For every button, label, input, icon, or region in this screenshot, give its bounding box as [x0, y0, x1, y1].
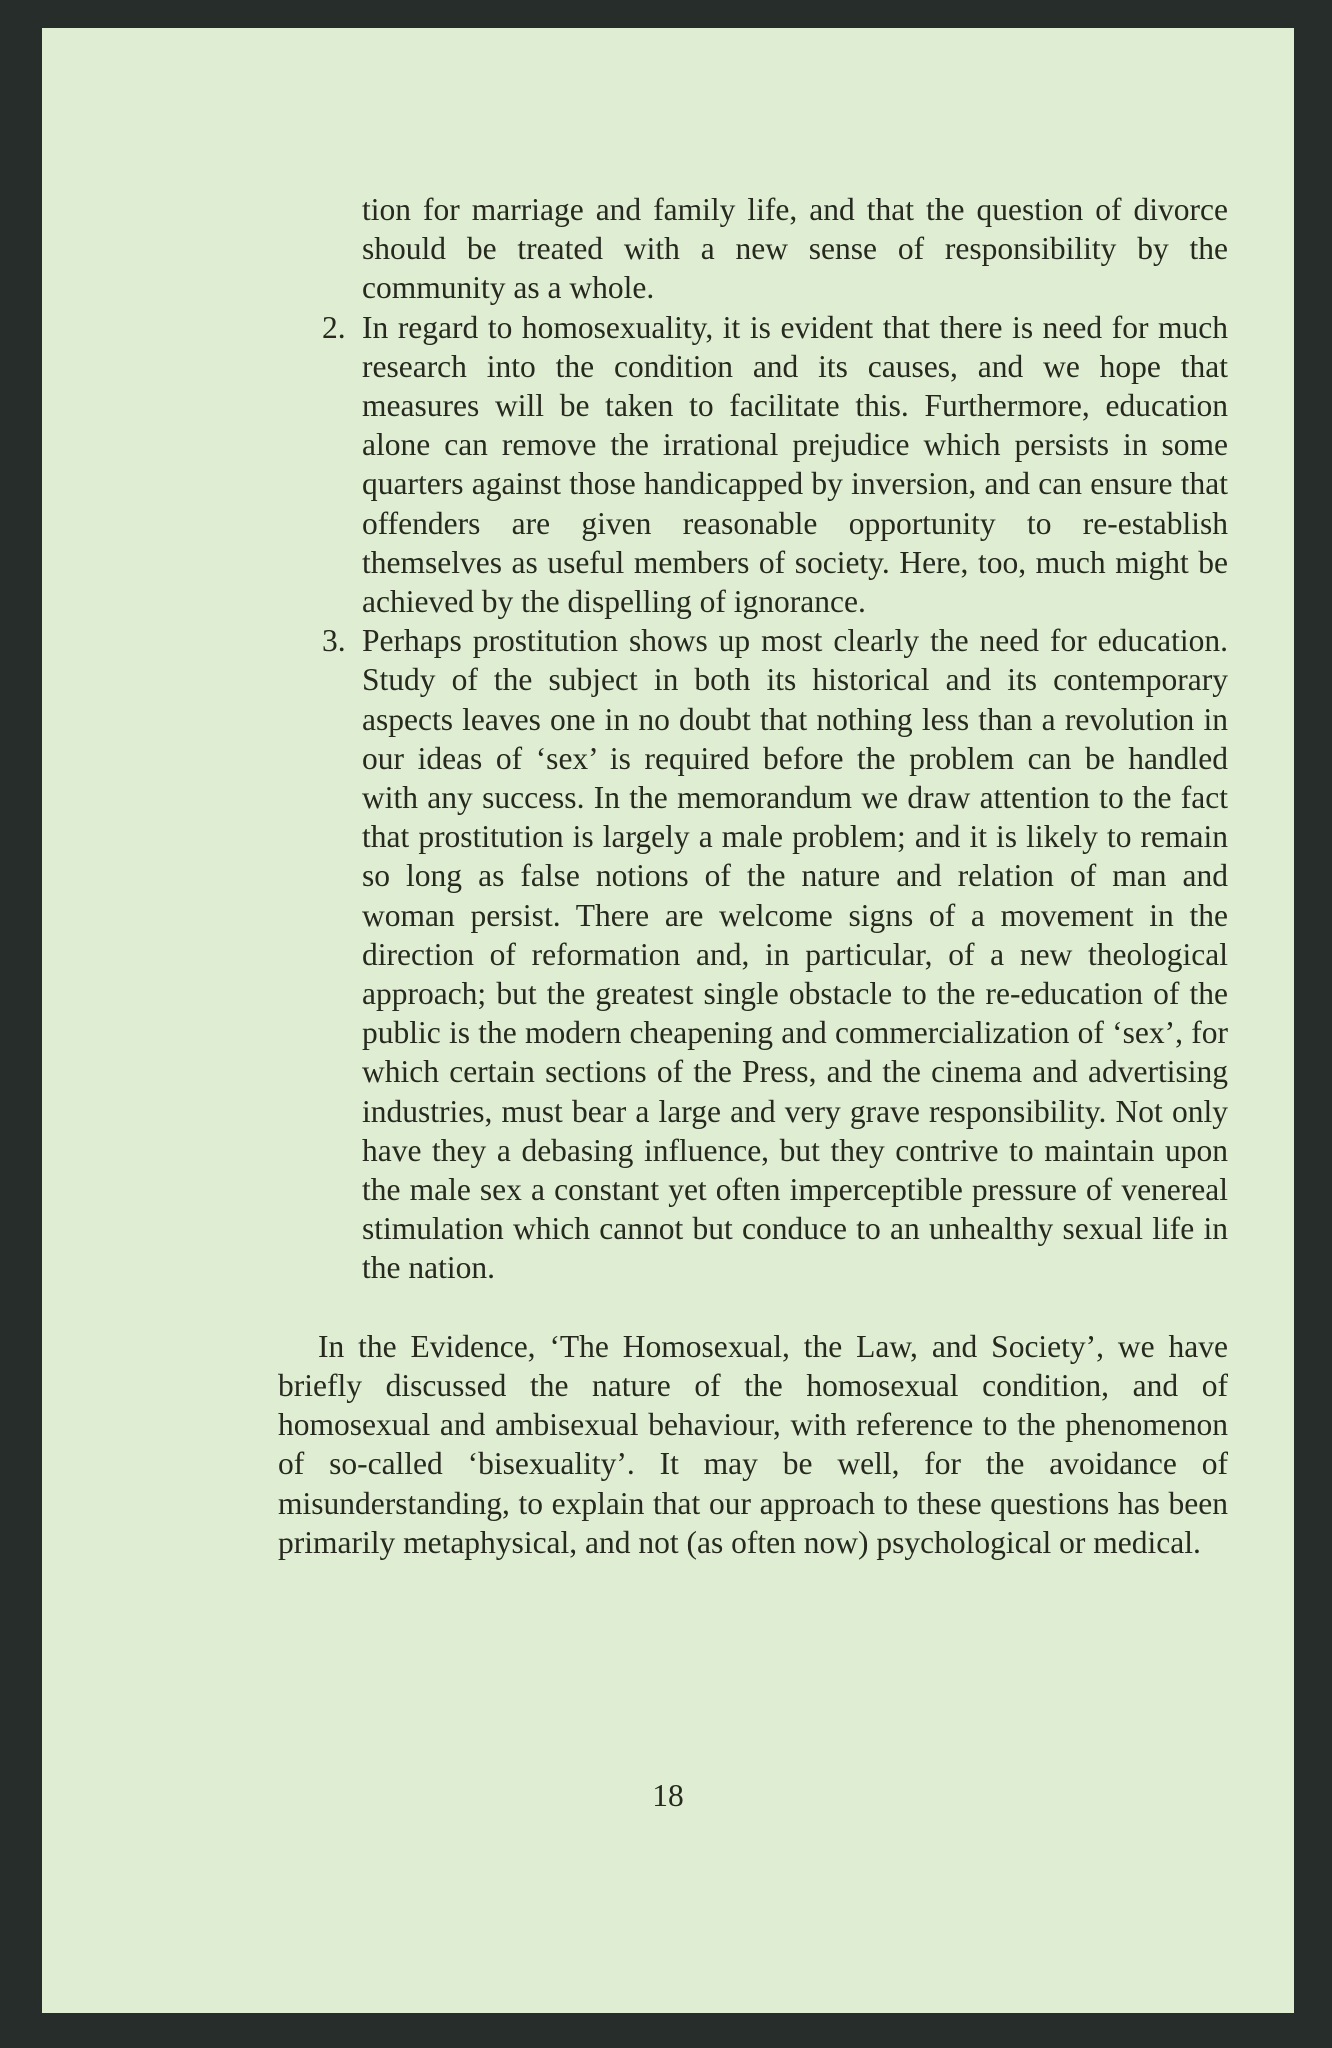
list-item-number: 3. [322, 623, 346, 659]
continued-item-text: tion for marriage and family life, and that the question of divorce should be treated with a new sense of responsibility by the community as a whole. [362, 192, 1228, 306]
body-paragraph: In the Evidence, ‘The Homosexual, the Law, and Society’, we have briefly discussed the nature of the homosexual condition, and of homosexual and ambisexual behaviour, with reference to the phenomenon of so-called ‘bisexuality’. It may be well, for the avoidance of misunderstanding, to explain that our approach to these questions has been primarily metaphysical, and not (as often now) psychological or medical. [278, 1328, 1228, 1560]
list-item-text: Perhaps prostitution shows up most clearly the need for education. Study of the subject in both its historical and its contemporary aspects leaves one in no doubt that nothing less than a revolution in our ideas of ‘sex’ is required before the problem can be handled with any success. In the memorandum we draw attention to the fact that prostitution is largely a male problem; and it is likely to remain so long as false notions of the nature and relation of man and woman persist. There are welcome signs of a movement in the direction of reformation and, in particular, of a new theological approach; but the greatest single obstacle to the re-education of the public is the modern cheapening and commercialization of ‘sex’, for which certain sections of the Press, and the cinema and advertising industries, must bear a large and very grave responsibility. Not only have they a debasing influence, but they contrive to maintain upon the male sex a constant yet often imperceptible pressure of venereal stimulation which cannot but conduce to an unhealthy sexual life in the nation. [362, 623, 1228, 1286]
list-item [278, 308, 1228, 622]
list-item-text: In regard to homosexuality, it is evident that there is need for much research into the condition and its causes, and we hope that measures will be taken to facilitate this. Furthermore, education alone can remove the irrational prejudice which persists in some quarters against those handicapped by inversion, and can ensure that offenders are given reasonable opportunity to re-establish themselves as useful members of society. Here, too, much might be achieved by the dispelling of ignorance. [362, 309, 1228, 620]
page-number: 18 [652, 1778, 684, 1813]
document-page [42, 28, 1294, 2013]
body-text [278, 190, 1228, 1562]
list-item-number: 2. [322, 309, 346, 345]
list-item [278, 621, 1228, 1287]
